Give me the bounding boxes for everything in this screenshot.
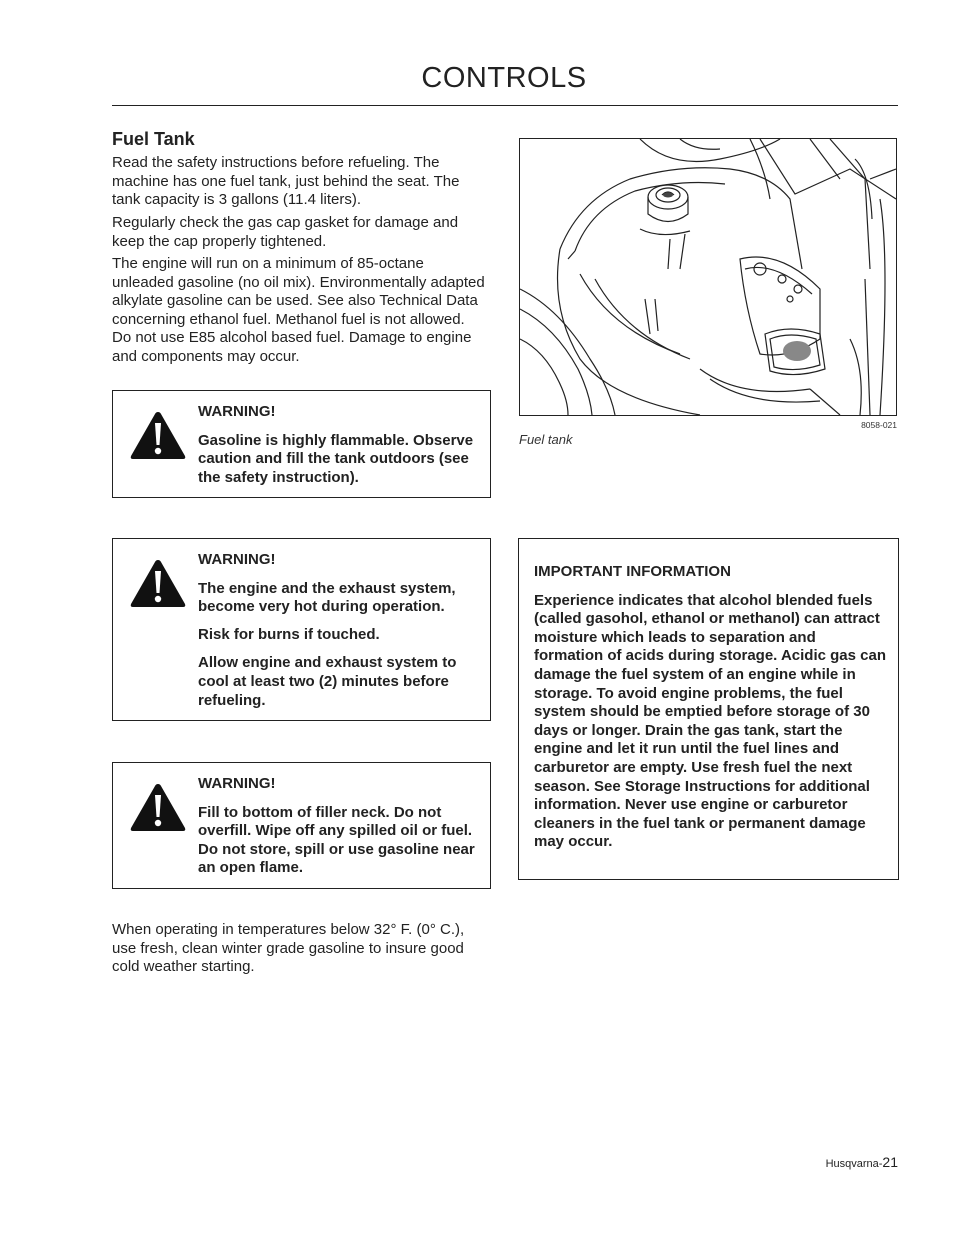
- fuel-tank-paragraph: The engine will run on a minimum of 85-octane unleaded gasoline (no oil mix). Environmentally adapted alkylate gasoline can be used. See also Technical Data concerning ethanol fuel. Methanol fuel is not allowed. Do not use E85 alcohol based fuel. Damage to engine and components may occur.: [112, 255, 485, 365]
- fuel-tank-paragraph: Regularly check the gas cap gasket for damage and keep the cap properly tightened.: [112, 214, 459, 250]
- section-heading-fuel-tank: Fuel Tank: [112, 129, 195, 149]
- cold-weather-paragraph: When operating in temperatures below 32° F. (0° C.), use fresh, clean winter grade gasoline to insure good cold weather starting.: [112, 921, 465, 976]
- warning-text: Fill to bottom of filler neck. Do not overfill. Wipe off any spilled oil or fuel. Do not store, spill or use gasoline near an open flame.: [198, 803, 475, 877]
- page-title: CONTROLS: [421, 62, 587, 94]
- figure-code: 8058-021: [861, 420, 897, 430]
- footer-brand: Husqvarna-: [825, 1158, 883, 1170]
- warning-box-filler-neck: [112, 762, 491, 889]
- important-title: IMPORTANT INFORMATION: [534, 563, 731, 580]
- warning-box-hot-exhaust: [112, 538, 491, 721]
- warning-text: Gasoline is highly flammable. Observe caution and fill the tank outdoors (see the safety instruction).: [198, 431, 474, 486]
- warning-text: Allow engine and exhaust system to cool at least two (2) minutes before refueling.: [198, 654, 457, 709]
- page-number: 21: [882, 1154, 898, 1170]
- warning-triangle-icon: [129, 781, 187, 833]
- warning-title: WARNING!: [198, 551, 276, 568]
- fuel-tank-drawing: [520, 139, 896, 415]
- warning-title: WARNING!: [198, 775, 276, 792]
- page-footer: [826, 1154, 898, 1170]
- important-body: Experience indicates that alcohol blended fuels (called gasohol, ethanol or methanol) can attract moisture which leads to separation and formation of acids during storage. Acidic gas can damage the fuel system of an engine while in storage. To avoid engine problems, the fuel system should be emptied before storage of 30 days or longer. Drain the gas tank, start the engine and let it run until the fuel lines and carburetor are empty. Use fresh fuel the next season. See Storage Instructions for additional information. Never use engine or carburetor cleaners in the fuel tank or permanent damage may occur.: [534, 591, 887, 851]
- fuel-tank-paragraph: Read the safety instructions before refueling. The machine has one fuel tank, just behind the seat. The tank capacity is 3 gallons (11.4 liters).: [112, 154, 460, 209]
- header-rule: [112, 105, 898, 106]
- warning-title: WARNING!: [198, 403, 276, 420]
- figure-caption: Fuel tank: [519, 432, 573, 447]
- important-information-box: [518, 538, 899, 880]
- warning-triangle-icon: [129, 557, 187, 609]
- fuel-tank-illustration: [519, 138, 897, 416]
- warning-text: The engine and the exhaust system, become very hot during operation.: [198, 579, 456, 616]
- warning-triangle-icon: [129, 409, 187, 461]
- warning-text: Risk for burns if touched.: [198, 626, 380, 644]
- warning-box-flammable: [112, 390, 491, 498]
